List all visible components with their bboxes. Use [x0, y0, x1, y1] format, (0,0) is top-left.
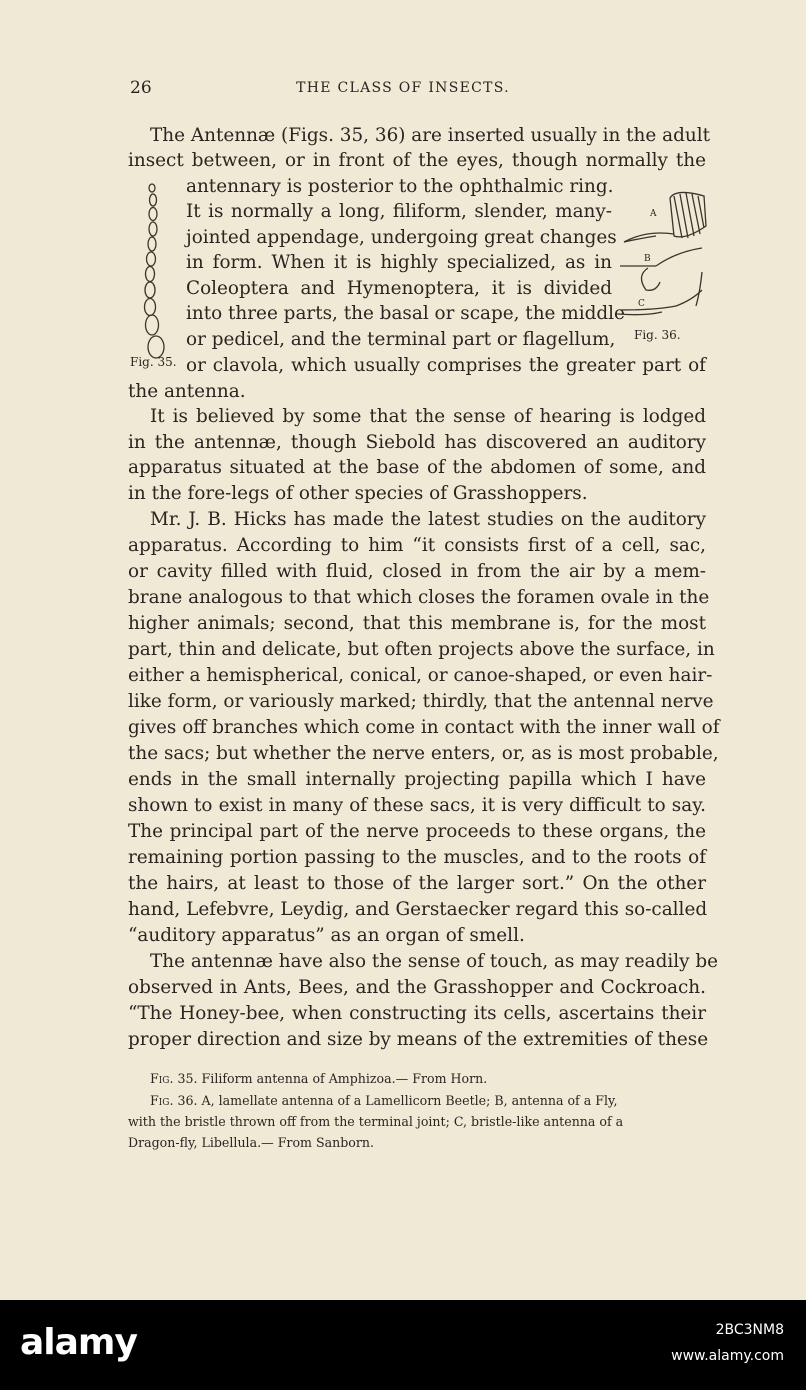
- text-line: The antennæ have also the sense of touch, as may readily be: [150, 951, 718, 972]
- text-line: observed in Ants, Bees, and the Grasshopper and Cockroach.: [128, 977, 706, 998]
- figure-35-filiform-antenna: [136, 180, 172, 360]
- text-line: ends in the small internally projecting papilla which I have: [128, 769, 706, 790]
- text-line: in the antennæ, though Siebold has discovered an auditory: [128, 432, 706, 453]
- figure-36-antennae: [616, 182, 716, 322]
- text-line: proper direction and size by means of the extremities of these: [128, 1029, 709, 1050]
- watermark-image-id: 2BC3NM8: [715, 1322, 784, 1338]
- text-line: The principal part of the nerve proceeds to these organs, the: [128, 821, 706, 842]
- caption-text: Dragon-fly, Libellula.— From Sanborn.: [128, 1135, 375, 1150]
- text-line: The Antennæ (Figs. 35, 36) are inserted usually in the adult: [150, 125, 710, 146]
- text-line: remaining portion passing to the muscles, and to the roots of: [128, 847, 706, 868]
- caption-label: Fig. 36.: [150, 1093, 198, 1108]
- fig36-letter-a: A: [650, 209, 657, 219]
- text-line: the hairs, at least to those of the larger sort.” On the other: [128, 873, 706, 894]
- text-line: “auditory apparatus” as an organ of smell.: [128, 925, 525, 946]
- text-line: or clavola, which usually comprises the greater part of: [186, 355, 706, 376]
- caption-fig36: [150, 1090, 617, 1111]
- text-line: It is believed by some that the sense of hearing is lodged: [150, 406, 706, 427]
- text-line: part, thin and delicate, but often projects above the surface, in: [128, 639, 715, 660]
- text-line: the sacs; but whether the nerve enters, or, as is most probable,: [128, 743, 719, 764]
- fig36-letter-c: C: [638, 299, 645, 309]
- text-line: or pedicel, and the terminal part or flagellum,: [186, 329, 616, 350]
- text-line: Coleoptera and Hymenoptera, it is divided: [186, 278, 612, 299]
- text-line: It is normally a long, filiform, slender, many-: [186, 201, 612, 222]
- text-line: hand, Lefebvre, Leydig, and Gerstaecker regard this so-called: [128, 899, 708, 920]
- watermark-url: www.alamy.com: [671, 1348, 784, 1364]
- page-number: 26: [130, 78, 152, 98]
- text-line: shown to exist in many of these sacs, it is very difficult to say.: [128, 795, 706, 816]
- watermark-bar: [0, 1300, 806, 1390]
- text-line: “The Honey-bee, when constructing its cells, ascertains their: [128, 1003, 706, 1024]
- text-line: like form, or variously marked; thirdly, that the antennal nerve: [128, 691, 714, 712]
- caption-label: Fig. 35.: [150, 1071, 198, 1086]
- page-header: [0, 78, 806, 102]
- text-line: antennary is posterior to the ophthalmic ring.: [186, 176, 614, 197]
- caption-text: with the bristle thrown off from the terminal joint; C, bristle-like antenna of a: [128, 1114, 624, 1129]
- watermark-logo: alamy: [20, 1322, 137, 1363]
- caption-text: A, lamellate antenna of a Lamellicorn Beetle; B, antenna of a Fly,: [201, 1093, 618, 1108]
- text-line: jointed appendage, undergoing great changes: [186, 227, 617, 248]
- text-line: gives off branches which come in contact with the inner wall of: [128, 717, 720, 738]
- text-line: apparatus situated at the base of the abdomen of some, and: [128, 457, 706, 478]
- caption-text: Filiform antenna of Amphizoa.— From Horn.: [201, 1071, 488, 1086]
- text-line: in form. When it is highly specialized, as in: [186, 252, 612, 273]
- text-line: or cavity filled with fluid, closed in from the air by a mem-: [128, 561, 706, 582]
- figure-36-label: Fig. 36.: [634, 328, 681, 342]
- text-line: insect between, or in front of the eyes, though normally the: [128, 150, 706, 171]
- text-line: either a hemispherical, conical, or canoe-shaped, or even hair-: [128, 665, 713, 686]
- text-line: brane analogous to that which closes the foramen ovale in the: [128, 587, 710, 608]
- text-line: in the fore-legs of other species of Grasshoppers.: [128, 483, 588, 504]
- text-line: apparatus. According to him “it consists first of a cell, sac,: [128, 535, 706, 556]
- text-line: higher animals; second, that this membrane is, for the most: [128, 613, 706, 634]
- text-line: Mr. J. B. Hicks has made the latest studies on the auditory: [150, 509, 706, 530]
- text-line: the antenna.: [128, 381, 246, 402]
- figure-35-label: Fig. 35.: [130, 355, 177, 369]
- fig36-letter-b: B: [644, 254, 651, 264]
- running-title: THE CLASS OF INSECTS.: [296, 80, 510, 96]
- text-line: into three parts, the basal or scape, the middle: [186, 303, 625, 324]
- caption-fig35: [150, 1068, 487, 1089]
